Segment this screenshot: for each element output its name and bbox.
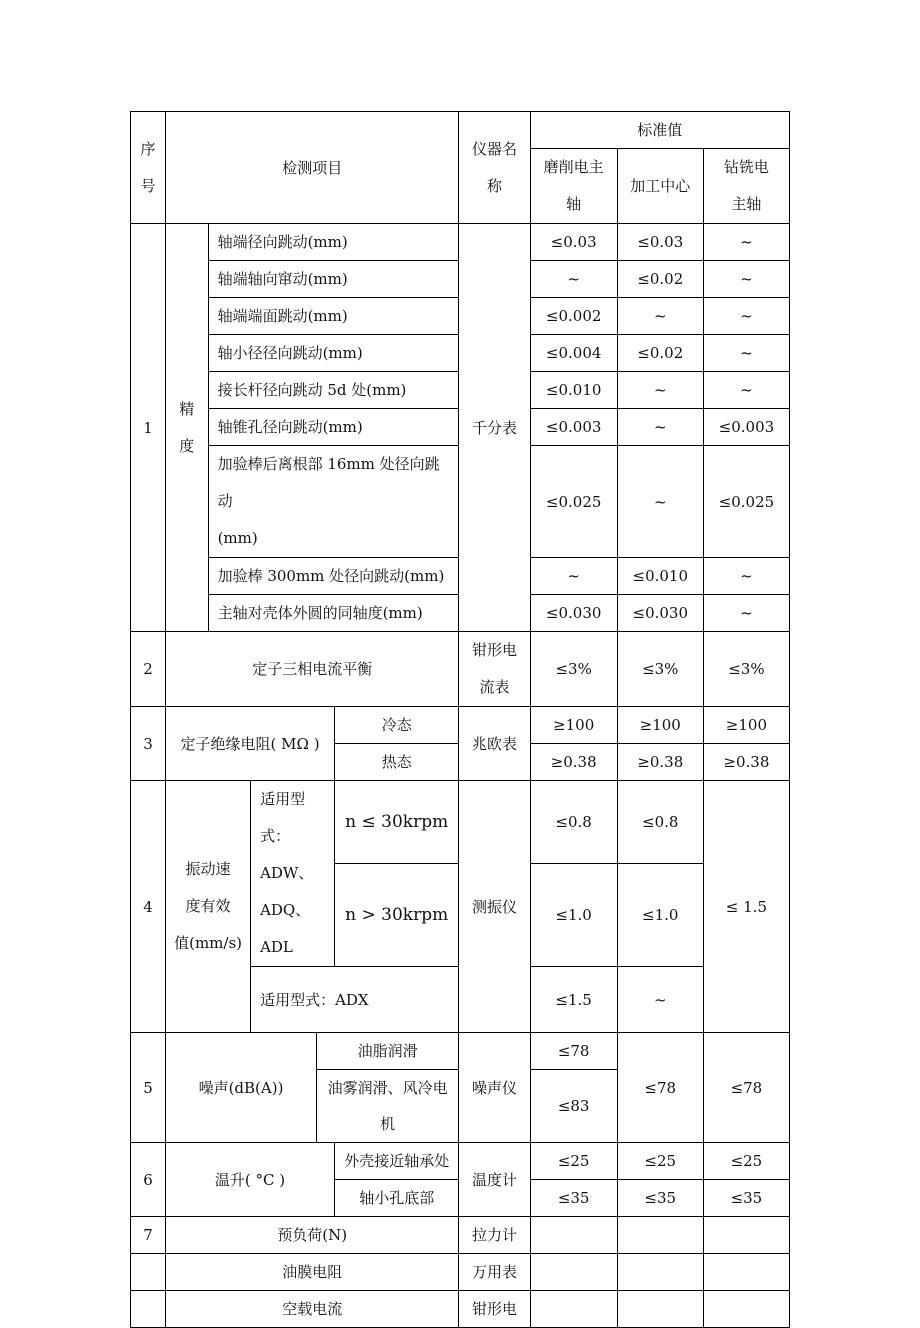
housing-near-bearing-label: 外壳接近轴承处 [335, 1143, 459, 1180]
value-cell [617, 1254, 703, 1291]
value-cell: ≤0.02 [617, 261, 703, 298]
value-cell: ≥0.38 [530, 744, 617, 781]
precision-item: 轴端端面跳动(mm) [208, 298, 459, 335]
value-cell: ≤0.025 [530, 446, 617, 558]
value-cell: ~ [703, 335, 789, 372]
instrument-clamp-meter: 钳形电 流表 [459, 632, 530, 707]
value-cell: ≤3% [530, 632, 617, 707]
value-cell [617, 1217, 703, 1254]
precision-item: 主轴对壳体外圆的同轴度(mm) [208, 595, 459, 632]
seq-2: 2 [131, 632, 166, 707]
value-cell: ≤25 [530, 1143, 617, 1180]
spindle-inspection-table [130, 111, 790, 1328]
header-col-drilling: 钻铣电 主轴 [703, 149, 789, 224]
precision-item: 加验棒 300mm 处径向跳动(mm) [208, 558, 459, 595]
value-cell: ~ [703, 298, 789, 335]
item-temperature-rise: 温升( °C ) [166, 1143, 335, 1217]
value-cell: ≤1.0 [617, 863, 703, 966]
instrument-thermometer: 温度计 [459, 1143, 530, 1217]
value-cell: ≤3% [703, 632, 789, 707]
precision-item: 轴小径径向跳动(mm) [208, 335, 459, 372]
value-cell: ~ [703, 261, 789, 298]
value-cell: ≤25 [617, 1143, 703, 1180]
value-cell: ≤1.0 [530, 863, 617, 966]
instrument-vibrometer: 测振仪 [459, 781, 530, 1033]
cold-state-label: 冷态 [335, 707, 459, 744]
value-cell: ≥100 [703, 707, 789, 744]
value-cell [530, 1291, 617, 1328]
oil-mist-lubrication-label: 油雾润滑、风冷电机 [316, 1070, 458, 1143]
seq-empty [131, 1254, 166, 1291]
group-precision: 精 度 [166, 224, 209, 632]
item-insulation-resistance: 定子绝缘电阻( MΩ ) [166, 707, 335, 781]
seq-5: 5 [131, 1033, 166, 1143]
value-cell: ≤0.03 [530, 224, 617, 261]
seq-4: 4 [131, 781, 166, 1033]
value-cell: ~ [530, 261, 617, 298]
grease-lubrication-label: 油脂润滑 [316, 1033, 458, 1070]
seq-empty [131, 1291, 166, 1328]
value-cell: ~ [617, 372, 703, 409]
value-cell: ≤0.8 [530, 781, 617, 864]
value-cell: ≥100 [617, 707, 703, 744]
value-cell: ≤35 [530, 1180, 617, 1217]
header-seq: 序 号 [131, 112, 166, 224]
item-noise: 噪声(dB(A)) [166, 1033, 317, 1143]
instrument-megohmmeter: 兆欧表 [459, 707, 530, 781]
instrument-sound-meter: 噪声仪 [459, 1033, 530, 1143]
seq-3: 3 [131, 707, 166, 781]
item-no-load-current: 空载电流 [166, 1291, 459, 1328]
value-cell [530, 1254, 617, 1291]
precision-item: 加验棒后离根部 16mm 处径向跳动 (mm) [208, 446, 459, 558]
instrument-clamp-meter: 钳形电 [459, 1291, 530, 1328]
instrument-tension-meter: 拉力计 [459, 1217, 530, 1254]
header-instrument: 仪器名 称 [459, 112, 530, 224]
value-cell: ≤25 [703, 1143, 789, 1180]
value-cell: ≤0.003 [530, 409, 617, 446]
value-cell: ≥0.38 [703, 744, 789, 781]
value-cell: ≤0.03 [617, 224, 703, 261]
value-cell: ≤0.030 [617, 595, 703, 632]
value-cell: ~ [703, 558, 789, 595]
value-cell: ≤78 [530, 1033, 617, 1070]
value-cell: ≤0.004 [530, 335, 617, 372]
header-col-machining: 加工中心 [617, 149, 703, 224]
header-standard: 标准值 [530, 112, 789, 149]
precision-item: 轴端轴向窜动(mm) [208, 261, 459, 298]
value-cell: ~ [617, 967, 703, 1033]
hot-state-label: 热态 [335, 744, 459, 781]
precision-item: 轴端径向跳动(mm) [208, 224, 459, 261]
applicable-type-adw-adq-adl: 适用型式： ADW、ADQ、 ADL [251, 781, 335, 967]
value-cell: ≤78 [703, 1033, 789, 1143]
value-cell: ≤35 [617, 1180, 703, 1217]
value-cell: ~ [617, 446, 703, 558]
value-cell: ≤ 1.5 [703, 781, 789, 1033]
value-cell: ≤78 [617, 1033, 703, 1143]
precision-item: 接长杆径向跳动 5d 处(mm) [208, 372, 459, 409]
value-cell: ~ [703, 595, 789, 632]
value-cell: ≤0.003 [703, 409, 789, 446]
value-cell [703, 1291, 789, 1328]
value-cell [703, 1217, 789, 1254]
value-cell: ≤35 [703, 1180, 789, 1217]
seq-7: 7 [131, 1217, 166, 1254]
item-preload: 预负荷(N) [166, 1217, 459, 1254]
item-vibration-velocity: 振动速 度有效 值(mm/s) [166, 781, 251, 1033]
value-cell: ~ [703, 372, 789, 409]
value-cell: ≤0.025 [703, 446, 789, 558]
value-cell [617, 1291, 703, 1328]
shaft-bore-bottom-label: 轴小孔底部 [335, 1180, 459, 1217]
speed-condition-high: n > 30krpm [335, 863, 459, 966]
value-cell: ~ [617, 298, 703, 335]
speed-condition-low: n ≤ 30krpm [335, 781, 459, 864]
value-cell [530, 1217, 617, 1254]
value-cell: ≥0.38 [617, 744, 703, 781]
value-cell: ≤83 [530, 1070, 617, 1143]
value-cell: ≤0.8 [617, 781, 703, 864]
value-cell: ≤0.030 [530, 595, 617, 632]
value-cell: ~ [617, 409, 703, 446]
value-cell: ~ [530, 558, 617, 595]
header-col-grinding: 磨削电主 轴 [530, 149, 617, 224]
value-cell: ≥100 [530, 707, 617, 744]
value-cell: ≤0.010 [530, 372, 617, 409]
value-cell [703, 1254, 789, 1291]
header-item: 检测项目 [166, 112, 459, 224]
item-oil-film-resistance: 油膜电阻 [166, 1254, 459, 1291]
instrument-micrometer: 千分表 [459, 224, 530, 632]
applicable-type-adx: 适用型式：ADX [251, 967, 459, 1033]
instrument-multimeter: 万用表 [459, 1254, 530, 1291]
seq-6: 6 [131, 1143, 166, 1217]
value-cell: ≤0.010 [617, 558, 703, 595]
value-cell: ≤0.002 [530, 298, 617, 335]
value-cell: ≤3% [617, 632, 703, 707]
precision-item: 轴锥孔径向跳动(mm) [208, 409, 459, 446]
value-cell: ~ [703, 224, 789, 261]
value-cell: ≤1.5 [530, 967, 617, 1033]
item-current-balance: 定子三相电流平衡 [166, 632, 459, 707]
value-cell: ≤0.02 [617, 335, 703, 372]
seq-1: 1 [131, 224, 166, 632]
